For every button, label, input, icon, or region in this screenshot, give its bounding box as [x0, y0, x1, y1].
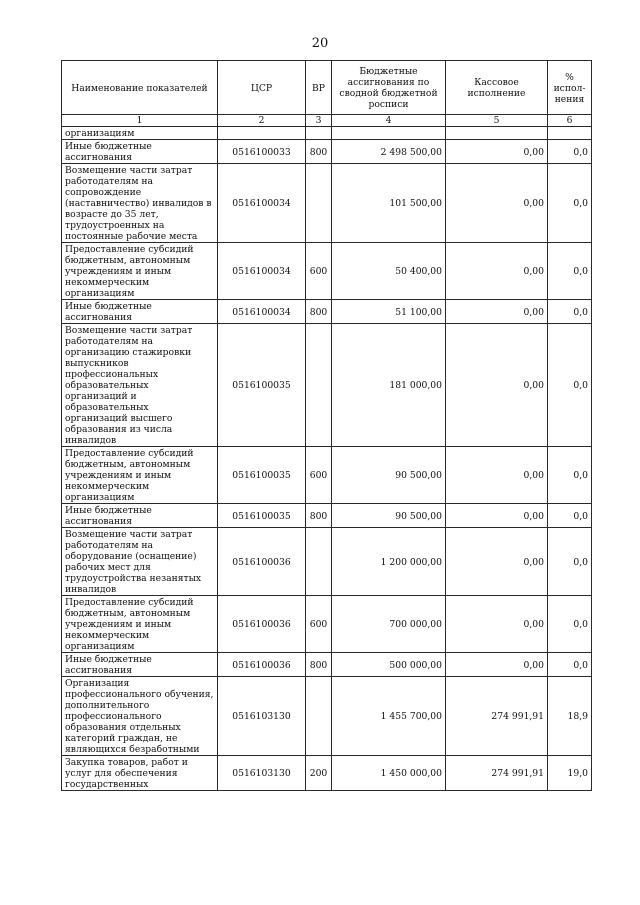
csr-code: 0516100036 [218, 528, 306, 596]
execution-percent: 0,0 [548, 140, 592, 164]
budget-amount: 1 455 700,00 [332, 677, 446, 756]
indicator-name: организациям [62, 127, 218, 140]
cash-amount: 0,00 [446, 653, 548, 677]
vr-code: 800 [306, 504, 332, 528]
cash-amount: 274 991,91 [446, 756, 548, 791]
csr-code: 0516103130 [218, 756, 306, 791]
csr-code: 0516100036 [218, 596, 306, 653]
indicator-name: Предоставление субсидий бюджетным, автономным учреждениям и иным некоммерческим организациям [62, 447, 218, 504]
indicator-name: Закупка товаров, работ и услуг для обеспечения государственных [62, 756, 218, 791]
indicator-name: Предоставление субсидий бюджетным, автономным учреждениям и иным некоммерческим организациям [62, 596, 218, 653]
table-row [62, 528, 592, 596]
column-number: 6 [548, 115, 592, 127]
vr-code [306, 324, 332, 447]
budget-amount: 50 400,00 [332, 243, 446, 300]
table-header-row [62, 61, 592, 115]
column-number: 4 [332, 115, 446, 127]
csr-code: 0516100035 [218, 324, 306, 447]
header-cash-execution: Кассовое исполнение [446, 61, 548, 115]
header-csr: ЦСР [218, 61, 306, 115]
cash-amount: 0,00 [446, 140, 548, 164]
csr-code [218, 127, 306, 140]
vr-code: 800 [306, 653, 332, 677]
csr-code: 0516100035 [218, 447, 306, 504]
budget-amount: 1 200 000,00 [332, 528, 446, 596]
vr-code: 800 [306, 300, 332, 324]
cash-amount: 0,00 [446, 528, 548, 596]
cash-amount [446, 127, 548, 140]
table-row [62, 127, 592, 140]
execution-percent: 0,0 [548, 324, 592, 447]
csr-code: 0516100035 [218, 504, 306, 528]
indicator-name: Иные бюджетные ассигнования [62, 504, 218, 528]
header-vr: ВР [306, 61, 332, 115]
execution-percent: 0,0 [548, 504, 592, 528]
execution-percent: 0,0 [548, 300, 592, 324]
header-budget-allocations: Бюджетные ассигнования по сводной бюджетной росписи [332, 61, 446, 115]
header-indicator-name: Наименование показателей [62, 61, 218, 115]
csr-code: 0516100033 [218, 140, 306, 164]
vr-code: 600 [306, 596, 332, 653]
csr-code: 0516103130 [218, 677, 306, 756]
csr-code: 0516100036 [218, 653, 306, 677]
vr-code [306, 127, 332, 140]
csr-code: 0516100034 [218, 243, 306, 300]
budget-amount: 51 100,00 [332, 300, 446, 324]
table-row [62, 324, 592, 447]
cash-amount: 0,00 [446, 243, 548, 300]
table-row [62, 447, 592, 504]
vr-code [306, 677, 332, 756]
table-row [62, 596, 592, 653]
execution-percent: 0,0 [548, 447, 592, 504]
vr-code: 800 [306, 140, 332, 164]
cash-amount: 274 991,91 [446, 677, 548, 756]
budget-amount: 181 000,00 [332, 324, 446, 447]
table-row [62, 300, 592, 324]
budget-amount: 700 000,00 [332, 596, 446, 653]
budget-amount: 1 450 000,00 [332, 756, 446, 791]
vr-code: 200 [306, 756, 332, 791]
column-number: 5 [446, 115, 548, 127]
indicator-name: Иные бюджетные ассигнования [62, 300, 218, 324]
header-execution-percent: % испол-нения [548, 61, 592, 115]
csr-code: 0516100034 [218, 300, 306, 324]
column-number-row [62, 115, 592, 127]
budget-amount: 2 498 500,00 [332, 140, 446, 164]
cash-amount: 0,00 [446, 300, 548, 324]
budget-amount [332, 127, 446, 140]
cash-amount: 0,00 [446, 164, 548, 243]
table-row [62, 653, 592, 677]
vr-code: 600 [306, 243, 332, 300]
vr-code [306, 164, 332, 243]
table-row [62, 140, 592, 164]
indicator-name: Предоставление субсидий бюджетным, автономным учреждениям и иным некоммерческим организациям [62, 243, 218, 300]
column-number: 3 [306, 115, 332, 127]
indicator-name: Возмещение части затрат работодателям на сопровождение (наставничество) инвалидов в возрасте до 35 лет, трудоустроенных на постоянные рабочие места [62, 164, 218, 243]
cash-amount: 0,00 [446, 596, 548, 653]
execution-percent: 19,0 [548, 756, 592, 791]
execution-percent: 0,0 [548, 653, 592, 677]
table-row [62, 756, 592, 791]
indicator-name: Иные бюджетные ассигнования [62, 653, 218, 677]
budget-amount: 101 500,00 [332, 164, 446, 243]
budget-amount: 90 500,00 [332, 447, 446, 504]
execution-percent: 0,0 [548, 164, 592, 243]
cash-amount: 0,00 [446, 324, 548, 447]
execution-percent [548, 127, 592, 140]
budget-amount: 90 500,00 [332, 504, 446, 528]
vr-code: 600 [306, 447, 332, 504]
column-number: 2 [218, 115, 306, 127]
csr-code: 0516100034 [218, 164, 306, 243]
cash-amount: 0,00 [446, 447, 548, 504]
table-row [62, 164, 592, 243]
indicator-name: Возмещение части затрат работодателям на оборудование (оснащение) рабочих мест для трудоустройства незанятых инвалидов [62, 528, 218, 596]
execution-percent: 0,0 [548, 243, 592, 300]
indicator-name: Иные бюджетные ассигнования [62, 140, 218, 164]
indicator-name: Возмещение части затрат работодателям на организацию стажировки выпускников профессиональных образовательных организаций и образовательных организаций высшего образования из числа инвалидов [62, 324, 218, 447]
table-row [62, 677, 592, 756]
page-number: 20 [311, 36, 329, 51]
budget-execution-table [61, 60, 592, 791]
table-row [62, 504, 592, 528]
execution-percent: 0,0 [548, 528, 592, 596]
execution-percent: 0,0 [548, 596, 592, 653]
column-number: 1 [62, 115, 218, 127]
vr-code [306, 528, 332, 596]
budget-amount: 500 000,00 [332, 653, 446, 677]
execution-percent: 18,9 [548, 677, 592, 756]
indicator-name: Организация профессионального обучения, дополнительного профессионального образования отдельных категорий граждан, не являющихся безработными [62, 677, 218, 756]
cash-amount: 0,00 [446, 504, 548, 528]
table-row [62, 243, 592, 300]
